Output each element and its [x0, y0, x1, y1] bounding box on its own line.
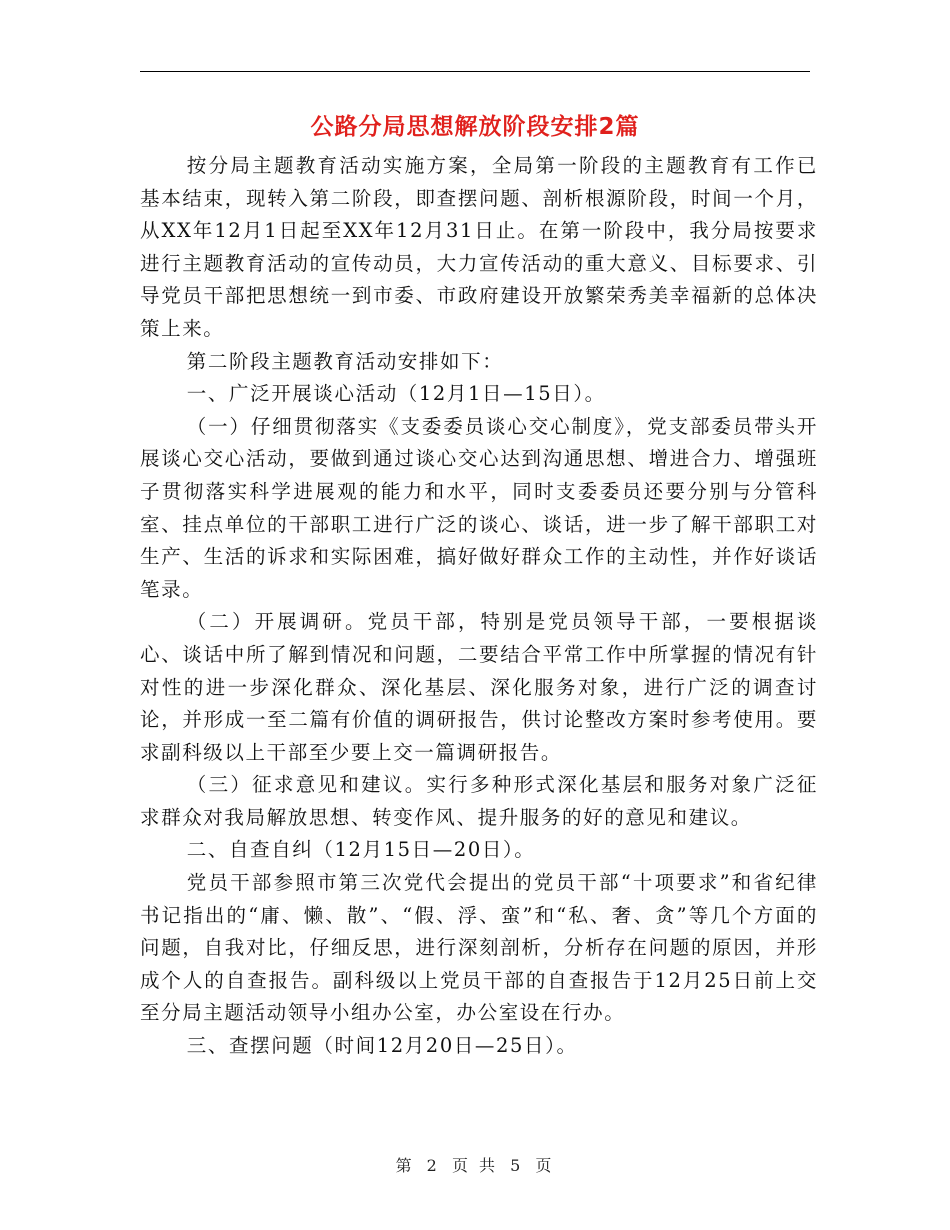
paragraph-section-1-1: （一）仔细贯彻落实《支委委员谈心交心制度》，党支部委员带头开展谈心交心活动，要做到通过谈心交心达到沟通思想、增进合力、增强班子贯彻落实科学进展观的能力和水平，同时支委委员还要分别与分管科室、挂点单位的干部职工进行广泛的谈心、谈话，进一步了解干部职工对生产、生活的诉求和实际困难，搞好做好群众工作的主动性，并作好谈话笔录。	[140, 414, 818, 601]
paragraph-section-1-3: （三）征求意见和建议。实行多种形式深化基层和服务对象广泛征求群众对我局解放思想、转变作风、提升服务的好的意见和建议。	[140, 773, 818, 829]
heading-section-1: 一、广泛开展谈心活动（12月1日—15日）。	[186, 382, 606, 406]
paragraph-intro: 按分局主题教育活动实施方案，全局第一阶段的主题教育有工作已基本结束，现转入第二阶段，即查摆问题、剖析根源阶段，时间一个月，从XX年12月1日起至XX年12月31日止。在第一阶段中，我分局按要求进行主题教育活动的宣传动员，大力宣传活动的重大意义、目标要求、引导党员干部把思想统一到市委、市政府建设开放繁荣秀美幸福新的总体决策上来。	[140, 154, 818, 340]
footer-suffix: 页	[535, 1156, 555, 1175]
footer-total-pages: 5	[510, 1156, 524, 1175]
document-title: 公路分局思想解放阶段安排2篇	[310, 114, 640, 140]
page-footer	[0, 1153, 950, 1176]
paragraph-section-2: 党员干部参照市第三次党代会提出的党员干部“十项要求”和省纪律书记指出的“庸、懒、散”、“假、浮、蛮”和“私、奢、贪”等几个方面的问题，自我对比，仔细反思，进行深刻剖析，分析存在问题的原因，并形成个人的自查报告。副科级以上党员干部的自查报告于12月25日前上交至分局主题活动领导小组办公室，办公室设在行办。	[140, 871, 818, 1025]
document-body	[140, 150, 818, 1063]
paragraph-section-1-2: （二）开展调研。党员干部，特别是党员领导干部，一要根据谈心、谈话中所了解到情况和问题，二要结合平常工作中所掌握的情况有针对性的进一步深化群众、深化基层、深化服务对象，进行广泛的调查讨论，并形成一至二篇有价值的调研报告，供讨论整改方案时参考使用。要求副科级以上干部至少要上交一篇调研报告。	[140, 610, 818, 764]
footer-current-page: 2	[426, 1156, 440, 1175]
footer-middle: 页 共	[451, 1156, 499, 1175]
heading-section-3: 三、查摆问题（时间12月20日—25日）。	[186, 1034, 578, 1058]
heading-section-2: 二、自查自纠（12月15日—20日）。	[186, 838, 536, 862]
paragraph-schedule-lead: 第二阶段主题教育活动安排如下：	[186, 349, 504, 373]
footer-prefix: 第	[395, 1156, 415, 1175]
header-rule	[140, 71, 810, 72]
